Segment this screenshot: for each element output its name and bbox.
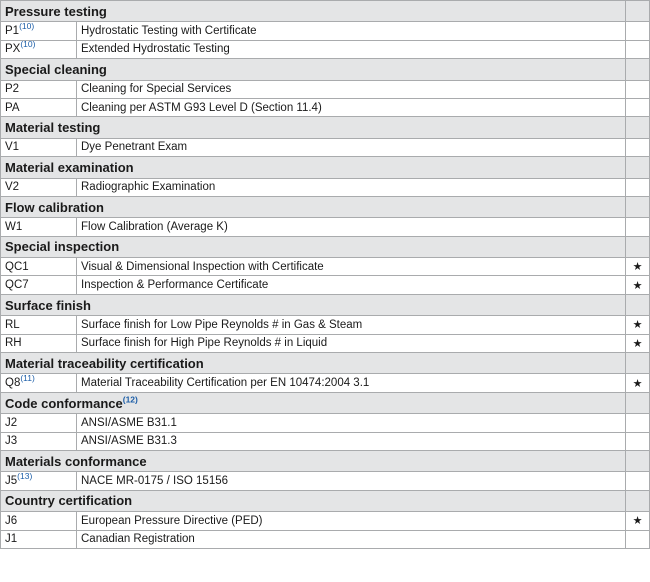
star-icon: ★ [632,278,643,292]
option-code: RH [5,337,22,350]
option-code-cell [1,276,77,294]
star-cell [626,276,650,294]
section-title [1,59,626,80]
option-code-cell [1,98,77,116]
section-title [1,1,626,22]
option-row-j3 [1,432,650,450]
section-title [1,157,626,178]
option-code-cell [1,22,77,40]
option-description: ANSI/ASME B31.3 [77,432,626,450]
option-description: Dye Penetrant Exam [77,138,626,156]
section-header-material-testing [1,117,650,138]
option-row-qc7 [1,276,650,294]
star-cell [626,98,650,116]
section-header-special-cleaning [1,59,650,80]
option-row-rh [1,334,650,352]
option-row-j1 [1,530,650,548]
option-code-cell [1,258,77,276]
section-header-flow-calibration [1,196,650,217]
option-description: Extended Hydrostatic Testing [77,40,626,58]
option-description: Cleaning for Special Services [77,80,626,98]
option-code-cell [1,316,77,334]
section-title-text: Flow calibration [5,199,104,215]
star-cell [626,316,650,334]
section-header-material-examination [1,157,650,178]
star-cell [626,80,650,98]
section-title-text: Special cleaning [5,61,107,77]
option-code-cell [1,138,77,156]
star-icon: ★ [632,318,643,332]
section-title [1,392,626,413]
option-code: P2 [5,83,20,96]
section-header-blank-cell [626,1,650,22]
option-description: Flow Calibration (Average K) [77,218,626,236]
section-title [1,490,626,511]
option-code: Q8 [5,377,21,390]
option-code-cell [1,334,77,352]
option-row-v2 [1,178,650,196]
section-header-blank-cell [626,392,650,413]
section-header-materials-conformance [1,450,650,471]
option-description: NACE MR-0175 / ISO 15156 [77,472,626,490]
section-title-text: Material testing [5,120,101,136]
option-description: Surface finish for Low Pipe Reynolds # in Gas & Steam [77,316,626,334]
star-icon: ★ [632,376,643,390]
section-header-blank-cell [626,117,650,138]
option-row-rl [1,316,650,334]
star-icon: ★ [632,336,643,350]
star-icon: ★ [632,260,643,274]
section-title-text: Materials conformance [5,453,147,469]
star-cell [626,432,650,450]
section-header-blank-cell [626,157,650,178]
star-cell [626,472,650,490]
option-row-j2 [1,414,650,432]
section-header-surface-finish [1,294,650,315]
option-row-w1 [1,218,650,236]
option-code-cell [1,178,77,196]
star-cell [626,138,650,156]
option-description: Material Traceability Certification per EN 10474:2004 3.1 [77,374,626,392]
star-cell [626,218,650,236]
section-title-text: Material examination [5,159,134,175]
section-title [1,450,626,471]
option-code: J2 [5,416,18,429]
star-cell [626,374,650,392]
option-row-j5 [1,472,650,490]
option-code-cell [1,414,77,432]
section-title-text: Material traceability certification [5,355,204,371]
section-title-text: Code conformance [5,395,123,411]
option-code: J5 [5,475,18,488]
option-code: W1 [5,220,23,233]
option-code-cell [1,374,77,392]
star-cell [626,334,650,352]
section-title-text: Surface finish [5,297,91,313]
footnote-ref: (13) [17,471,33,482]
section-title-text: Country certification [5,493,133,509]
options-table-body [1,1,650,549]
section-header-blank-cell [626,353,650,374]
option-code: QC1 [5,260,29,273]
option-description: ANSI/ASME B31.1 [77,414,626,432]
option-row-j6 [1,512,650,530]
section-header-material-traceability-certification [1,353,650,374]
option-row-v1 [1,138,650,156]
option-code-cell [1,530,77,548]
option-description: Visual & Dimensional Inspection with Certificate [77,258,626,276]
option-code: J1 [5,533,18,546]
star-cell [626,258,650,276]
option-description: Cleaning per ASTM G93 Level D (Section 11.4) [77,98,626,116]
option-row-q8 [1,374,650,392]
star-cell [626,530,650,548]
star-icon: ★ [632,514,643,528]
option-description: Hydrostatic Testing with Certificate [77,22,626,40]
option-row-qc1 [1,258,650,276]
option-code: J3 [5,435,18,448]
option-row-p1 [1,22,650,40]
section-title [1,353,626,374]
star-cell [626,40,650,58]
footnote-ref: (10) [19,21,35,32]
option-row-pa [1,98,650,116]
section-header-country-certification [1,490,650,511]
option-row-px [1,40,650,58]
section-header-special-inspection [1,236,650,257]
option-code: RL [5,318,20,331]
option-code: V2 [5,181,20,194]
footnote-ref: (10) [20,40,36,50]
section-title [1,294,626,315]
option-code: PA [5,101,20,114]
option-description: European Pressure Directive (PED) [77,512,626,530]
footnote-ref: (12) [122,394,138,405]
option-code-cell [1,40,77,58]
option-code: PX [5,43,21,56]
section-header-blank-cell [626,294,650,315]
option-description: Radiographic Examination [77,178,626,196]
star-cell [626,178,650,196]
section-title [1,117,626,138]
section-title-text: Pressure testing [5,3,107,19]
star-cell [626,414,650,432]
section-title [1,236,626,257]
section-header-code-conformance [1,392,650,413]
option-code-cell [1,512,77,530]
section-title [1,196,626,217]
section-header-blank-cell [626,450,650,471]
section-header-blank-cell [626,490,650,511]
option-code-cell [1,432,77,450]
option-code-cell [1,80,77,98]
star-cell [626,22,650,40]
option-description: Canadian Registration [77,530,626,548]
option-code: V1 [5,141,20,154]
option-code: J6 [5,514,18,527]
option-description: Surface finish for High Pipe Reynolds # in Liquid [77,334,626,352]
option-code: QC7 [5,279,29,292]
option-description: Inspection & Performance Certificate [77,276,626,294]
option-code-cell [1,218,77,236]
footnote-ref: (11) [20,373,35,384]
option-code: P1 [5,25,20,38]
section-title-text: Special inspection [5,239,120,255]
section-header-pressure-testing [1,1,650,22]
option-row-p2 [1,80,650,98]
section-header-blank-cell [626,236,650,257]
option-code-cell [1,472,77,490]
star-cell [626,512,650,530]
section-header-blank-cell [626,196,650,217]
section-header-blank-cell [626,59,650,80]
